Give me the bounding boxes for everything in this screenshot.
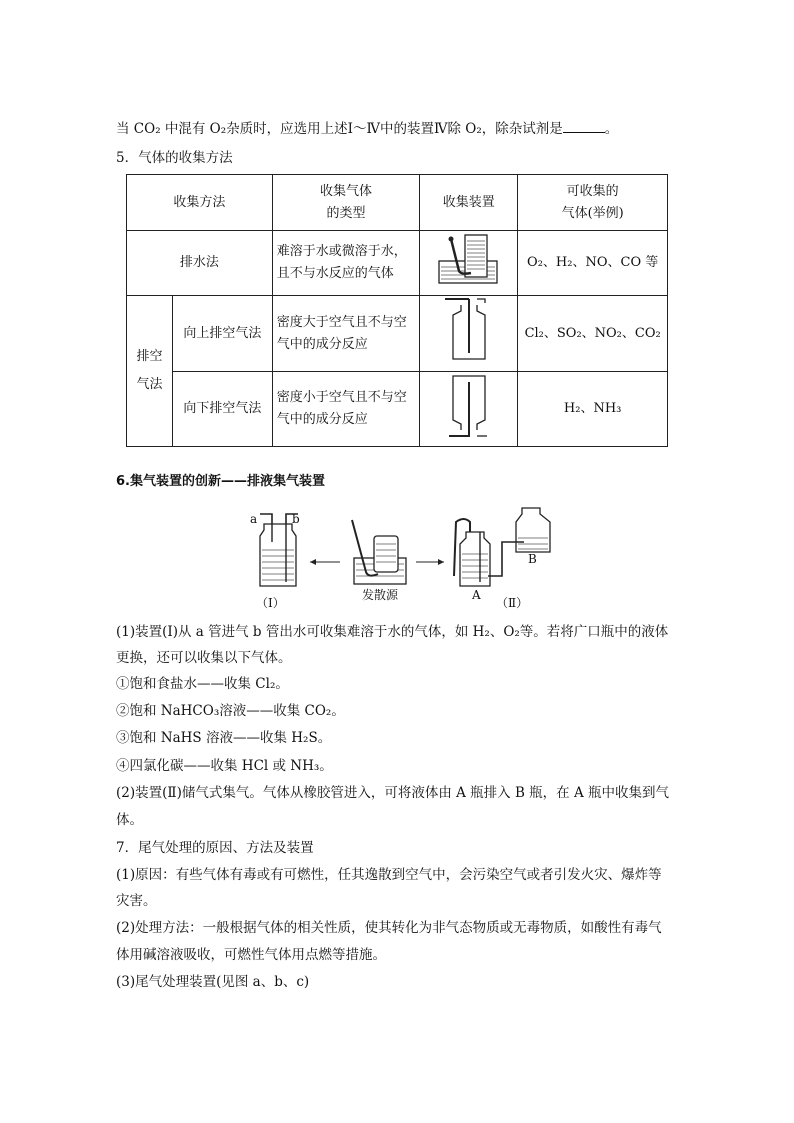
list-item: ④四氯化碳——收集 HCl 或 NH₃。 xyxy=(116,758,333,774)
s7-p1b: 灾害。 xyxy=(116,893,157,909)
list-item: ①饱和食盐水——收集 Cl₂。 xyxy=(116,676,289,692)
section5-heading: 5．气体的收集方法 xyxy=(116,150,233,166)
water-displacement-icon xyxy=(429,231,509,287)
answer-blank[interactable] xyxy=(563,120,605,133)
s6-p1: (1)装置(Ⅰ)从 a 管进气 b 管出水可收集难溶于水的气体，如 H₂、O₂等。若将广口瓶中的液体 xyxy=(116,624,669,640)
label-B: B xyxy=(528,552,537,566)
down-type: 密度小于空气且不与空气中的成分反应 xyxy=(272,372,420,447)
table-row xyxy=(127,231,668,296)
label-A: A xyxy=(472,588,481,602)
s6-p1b: 更换，还可以收集以下气体。 xyxy=(116,650,292,666)
caption-2: （Ⅱ） xyxy=(496,596,529,610)
s6-p2: (2)装置(Ⅱ)储气式集气。气体从橡胶管进入，可将液体由 A 瓶排入 B 瓶，在 A 瓶中收集到气 xyxy=(116,785,669,801)
s7-p2b: 体用碱溶液吸收，可燃性气体用点燃等措施。 xyxy=(116,947,386,963)
label-b: b xyxy=(292,512,300,526)
down-method: 向下排空气法 xyxy=(172,372,272,447)
s6-p2b: 体。 xyxy=(116,812,143,828)
section7-heading: 7．尾气处理的原因、方法及装置 xyxy=(116,840,314,856)
water-device xyxy=(420,231,518,296)
collection-methods-table xyxy=(126,174,668,447)
downward-air-displacement-icon xyxy=(439,372,499,438)
figure-drawing xyxy=(240,502,560,592)
table-row xyxy=(127,372,668,447)
air-group-text: 排空气法 xyxy=(136,349,163,392)
intro-end: 。 xyxy=(604,121,619,137)
list-item: ②饱和 NaHCO₃溶液——收集 CO₂。 xyxy=(116,703,345,719)
section6-heading: 6.集气装置的创新——排液集气装置 xyxy=(116,474,325,489)
water-method: 排水法 xyxy=(127,231,273,296)
s7-p3: (3)尾气处理装置(见图 a、b、c) xyxy=(116,974,310,990)
up-method: 向上排空气法 xyxy=(172,296,272,372)
down-device xyxy=(420,372,518,447)
header-type: 收集气体 的类型 xyxy=(272,175,420,231)
up-examples: Cl₂、SO₂、NO₂、CO₂ xyxy=(518,296,668,372)
bottle-A xyxy=(454,519,524,586)
table-row xyxy=(127,296,668,372)
bottle-B xyxy=(516,508,550,552)
label-a: a xyxy=(250,512,258,526)
header-method: 收集方法 xyxy=(127,175,273,231)
air-group-label xyxy=(127,296,173,447)
caption-1: （Ⅰ） xyxy=(256,596,285,610)
table-header-row xyxy=(127,175,668,231)
down-examples: H₂、NH₃ xyxy=(518,372,668,447)
upward-air-displacement-icon xyxy=(439,297,499,363)
s7-p1: (1)原因：有些气体有毒或有可燃性，任其逸散到空气中，会污染空气或者引发火灾、爆炸等 xyxy=(116,867,662,883)
liquid-collection-figure xyxy=(240,502,560,614)
header-examples: 可收集的 气体(举例) xyxy=(518,175,668,231)
center-trough xyxy=(352,520,406,584)
water-type: 难溶于水或微溶于水，且不与水反应的气体 xyxy=(272,231,420,296)
intro-line xyxy=(116,119,618,139)
up-device xyxy=(420,296,518,372)
up-type: 密度大于空气且不与空气中的成分反应 xyxy=(272,296,420,372)
s7-p2: (2)处理方法：一般根据气体的相关性质，使其转化为非气态物质或无毒物质，如酸性有毒气 xyxy=(116,920,662,936)
list-item: ③饱和 NaHS 溶液——收集 H₂S。 xyxy=(116,730,332,746)
header-device: 收集装置 xyxy=(420,175,518,231)
intro-text: 当 CO₂ 中混有 O₂杂质时，应选用上述Ⅰ～Ⅳ中的装置Ⅳ除 O₂，除杂试剂是 xyxy=(116,121,563,137)
center-label: 发散源 xyxy=(362,588,399,602)
water-examples: O₂、H₂、NO、CO 等 xyxy=(518,231,668,296)
